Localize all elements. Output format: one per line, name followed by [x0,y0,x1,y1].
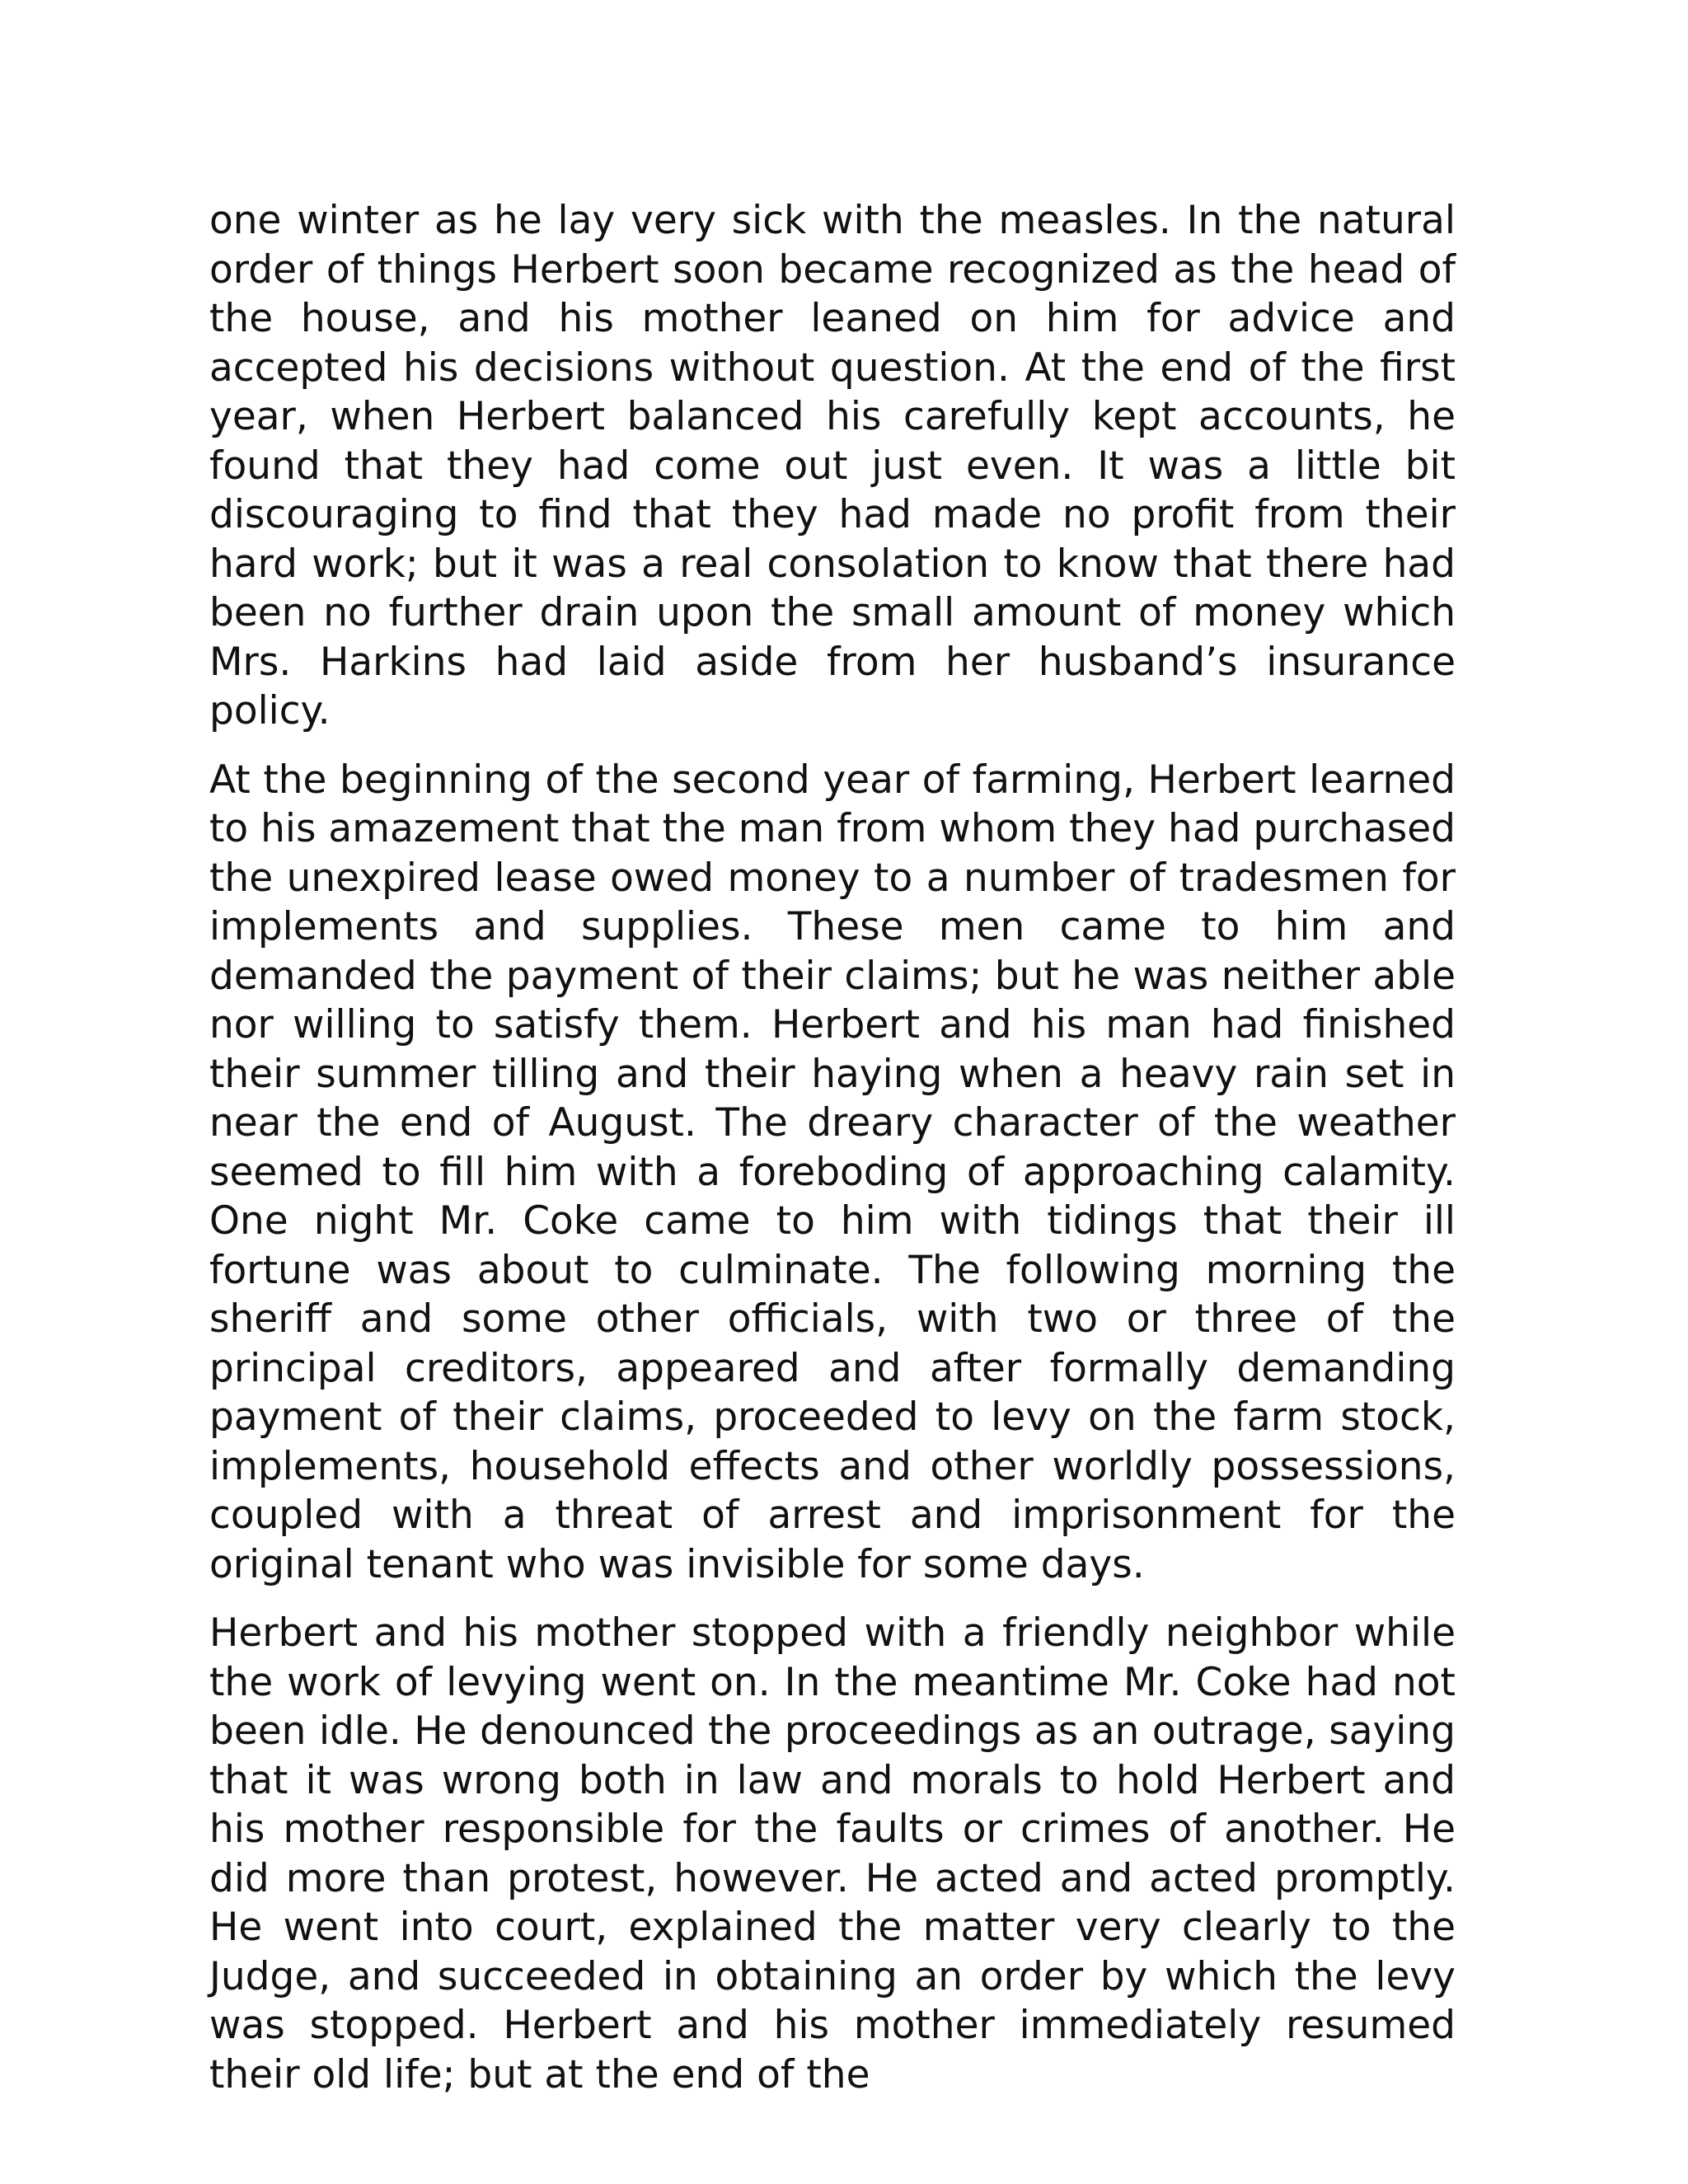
paragraph-1: one winter as he lay very sick with the measles. In the natural order of things Herbert soon became recognized as the head of the house, and his mother leaned on him for advice and accepted his decisions without question. At the end of the first year, when Herbert balanced his carefully kept accounts, he found that they had come out just even. It was a little bit discouraging to find that they had made no profit from their hard work; but it was a real consolation to know that there had been no further drain upon the small amount of money which Mrs. Harkins had laid aside from her husband’s insurance policy. [209,198,1456,733]
paragraph-2: At the beginning of the second year of farming, Herbert learned to his amazement that the man from whom they had purchased the unexpired lease owed money to a number of tradesmen for implements and supplies. These men came to him and demanded the payment of their claims; but he was neither able nor willing to satisfy them. Herbert and his man had finished their summer tilling and their haying when a heavy rain set in near the end of August. The dreary character of the weather seemed to fill him with a foreboding of approaching calamity. One night Mr. Coke came to him with tidings that their ill fortune was about to culminate. The following morning the sheriff and some other officials, with two or three of the principal creditors, appeared and after formally demanding payment of their claims, proceeded to levy on the farm stock, implements, household effects and other worldly possessions, coupled with a threat of arrest and imprisonment for the original tenant who was invisible for some days. [209,757,1456,1587]
body-text [209,196,1456,2099]
paragraph-3: Herbert and his mother stopped with a friendly neighbor while the work of levying went on. In the meantime Mr. Coke had not been idle. He denounced the proceedings as an outrage, saying that it was wrong both in law and morals to hold Herbert and his mother responsible for the faults or crimes of another. He did more than protest, however. He acted and acted promptly. He went into court, explained the matter very clearly to the Judge, and succeeded in obtaining an order by which the levy was stopped. Herbert and his mother immediately resumed their old life; but at the end of the [209,1610,1456,2097]
